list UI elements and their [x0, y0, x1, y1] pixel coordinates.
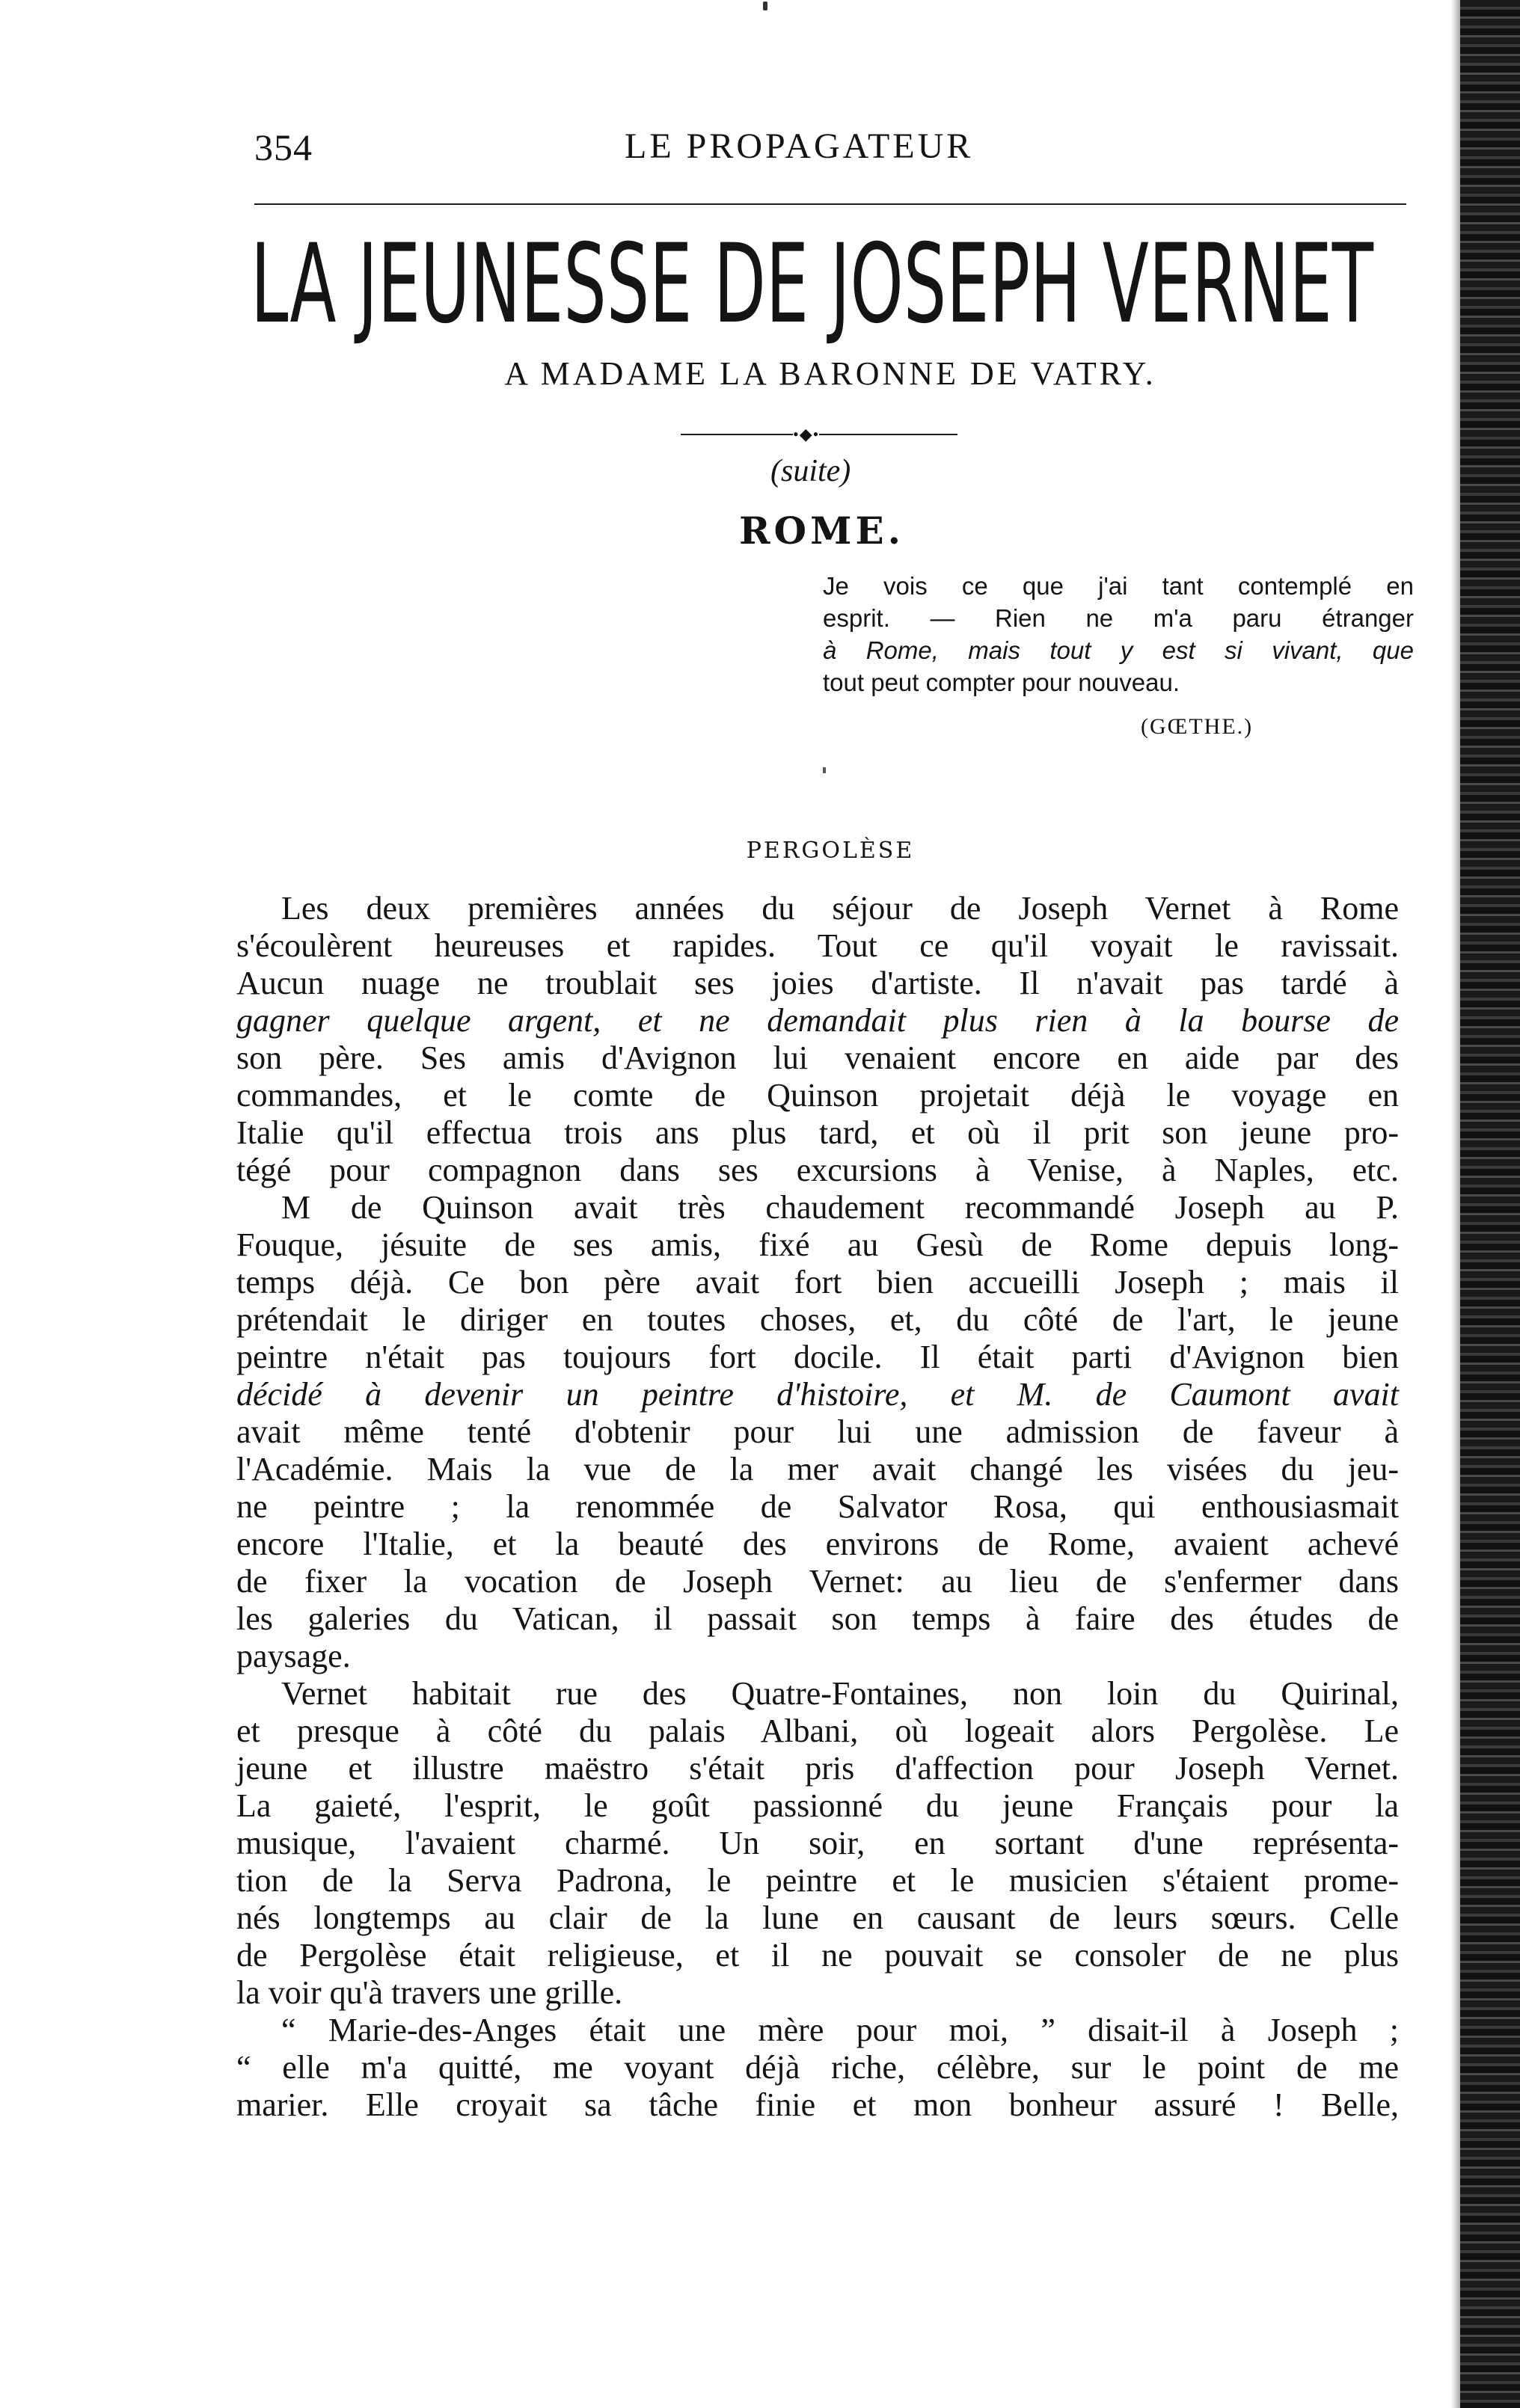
subsection-heading: PERGOLÈSE	[746, 838, 915, 864]
print-speck	[763, 1, 767, 10]
body-line: ne peintre ; la renommée de Salvator Rosa, qui enthousiasmait	[236, 1488, 1399, 1525]
body-line: temps déjà. Ce bon père avait fort bien accueilli Joseph ; mais il	[236, 1264, 1399, 1300]
body-line: la voir qu'à travers une grille.	[236, 1974, 623, 2011]
epigraph-line: à Rome, mais tout y est si vivant, que	[823, 636, 1414, 664]
body-line: encore l'Italie, et la beauté des environs de Rome, avaient achevé	[236, 1526, 1399, 1562]
page-number: 354	[254, 126, 313, 168]
body-line: La gaieté, l'esprit, le goût passionné du jeune Français pour la	[236, 1787, 1399, 1824]
print-speck	[823, 767, 826, 773]
body-line: prétendait le diriger en toutes choses, et, du côté de l'art, le jeune	[236, 1301, 1399, 1338]
body-line: “ Marie-des-Anges était une mère pour moi, ” disait-il à Joseph ;	[281, 2012, 1399, 2048]
article-title: LA JEUNESSE DE JOSEPH VERNET	[251, 221, 1374, 348]
suite-label: (suite)	[770, 454, 851, 488]
body-line: “ elle m'a quitté, me voyant déjà riche, célèbre, sur le point de me	[236, 2049, 1399, 2086]
body-line: marier. Elle croyait sa tâche finie et mon bonheur assuré ! Belle,	[236, 2086, 1399, 2123]
body-line: jeune et illustre maëstro s'était pris d'affection pour Joseph Vernet.	[236, 1750, 1399, 1787]
body-line: et presque à côté du palais Albani, où logeait alors Pergolèse. Le	[236, 1713, 1399, 1749]
body-line: paysage.	[236, 1638, 351, 1674]
body-line: peintre n'était pas toujours fort docile. Il était parti d'Avignon bien	[236, 1339, 1399, 1375]
epigraph-source: (GŒTHE.)	[1141, 714, 1254, 739]
epigraph-line: tout peut compter pour nouveau.	[823, 669, 1180, 696]
scan-edge	[1460, 0, 1520, 2408]
epigraph	[823, 570, 1414, 698]
ornament-icon: •◆•	[793, 425, 820, 443]
page-header	[254, 126, 1391, 171]
body-line: Aucun nuage ne troublait ses joies d'artiste. Il n'avait pas tardé à	[236, 965, 1399, 1001]
body-line: nés longtemps au clair de la lune en causant de leurs sœurs. Celle	[236, 1899, 1399, 1936]
body-line: Italie qu'il effectua trois ans plus tard, et où il prit son jeune pro-	[236, 1114, 1399, 1151]
body-line: l'Académie. Mais la vue de la mer avait changé les visées du jeu-	[236, 1451, 1399, 1487]
dedication: A MADAME LA BARONNE DE VATRY.	[504, 355, 1156, 392]
body-line: tion de la Serva Padrona, le peintre et le musicien s'étaient prome-	[236, 1862, 1399, 1899]
epigraph-line: esprit. — Rien ne m'a paru étranger	[823, 604, 1414, 632]
body-line: M de Quinson avait très chaudement recommandé Joseph au P.	[281, 1189, 1399, 1226]
section-heading: ROME.	[739, 509, 904, 553]
body-line: de Pergolèse était religieuse, et il ne pouvait se consoler de ne plus	[236, 1937, 1399, 1974]
body-text	[236, 890, 1399, 2124]
body-line: Fouque, jésuite de ses amis, fixé au Gesù de Rome depuis long-	[236, 1226, 1399, 1263]
body-line: avait même tenté d'obtenir pour lui une admission de faveur à	[236, 1413, 1399, 1450]
running-head: LE PROPAGATEUR	[625, 126, 974, 166]
body-line: les galeries du Vatican, il passait son temps à faire des études de	[236, 1600, 1399, 1637]
body-line: Les deux premières années du séjour de Joseph Vernet à Rome	[281, 890, 1399, 927]
body-line: décidé à devenir un peintre d'histoire, et M. de Caumont avait	[236, 1376, 1399, 1413]
header-rule	[254, 203, 1406, 205]
epigraph-line: Je vois ce que j'ai tant contemplé en	[823, 572, 1414, 600]
body-line: Vernet habitait rue des Quatre-Fontaines, non loin du Quirinal,	[281, 1675, 1399, 1712]
body-line: musique, l'avaient charmé. Un soir, en sortant d'une représenta-	[236, 1825, 1399, 1861]
body-line: de fixer la vocation de Joseph Vernet: au lieu de s'enfermer dans	[236, 1563, 1399, 1600]
body-line: commandes, et le comte de Quinson projetait déjà le voyage en	[236, 1077, 1399, 1114]
body-line: s'écoulèrent heureuses et rapides. Tout ce qu'il voyait le ravissait.	[236, 927, 1399, 964]
body-line: son père. Ses amis d'Avignon lui venaient encore en aide par des	[236, 1039, 1399, 1076]
body-line: gagner quelque argent, et ne demandait plus rien à la bourse de	[236, 1002, 1399, 1039]
body-line: tégé pour compagnon dans ses excursions à Venise, à Naples, etc.	[236, 1152, 1399, 1188]
